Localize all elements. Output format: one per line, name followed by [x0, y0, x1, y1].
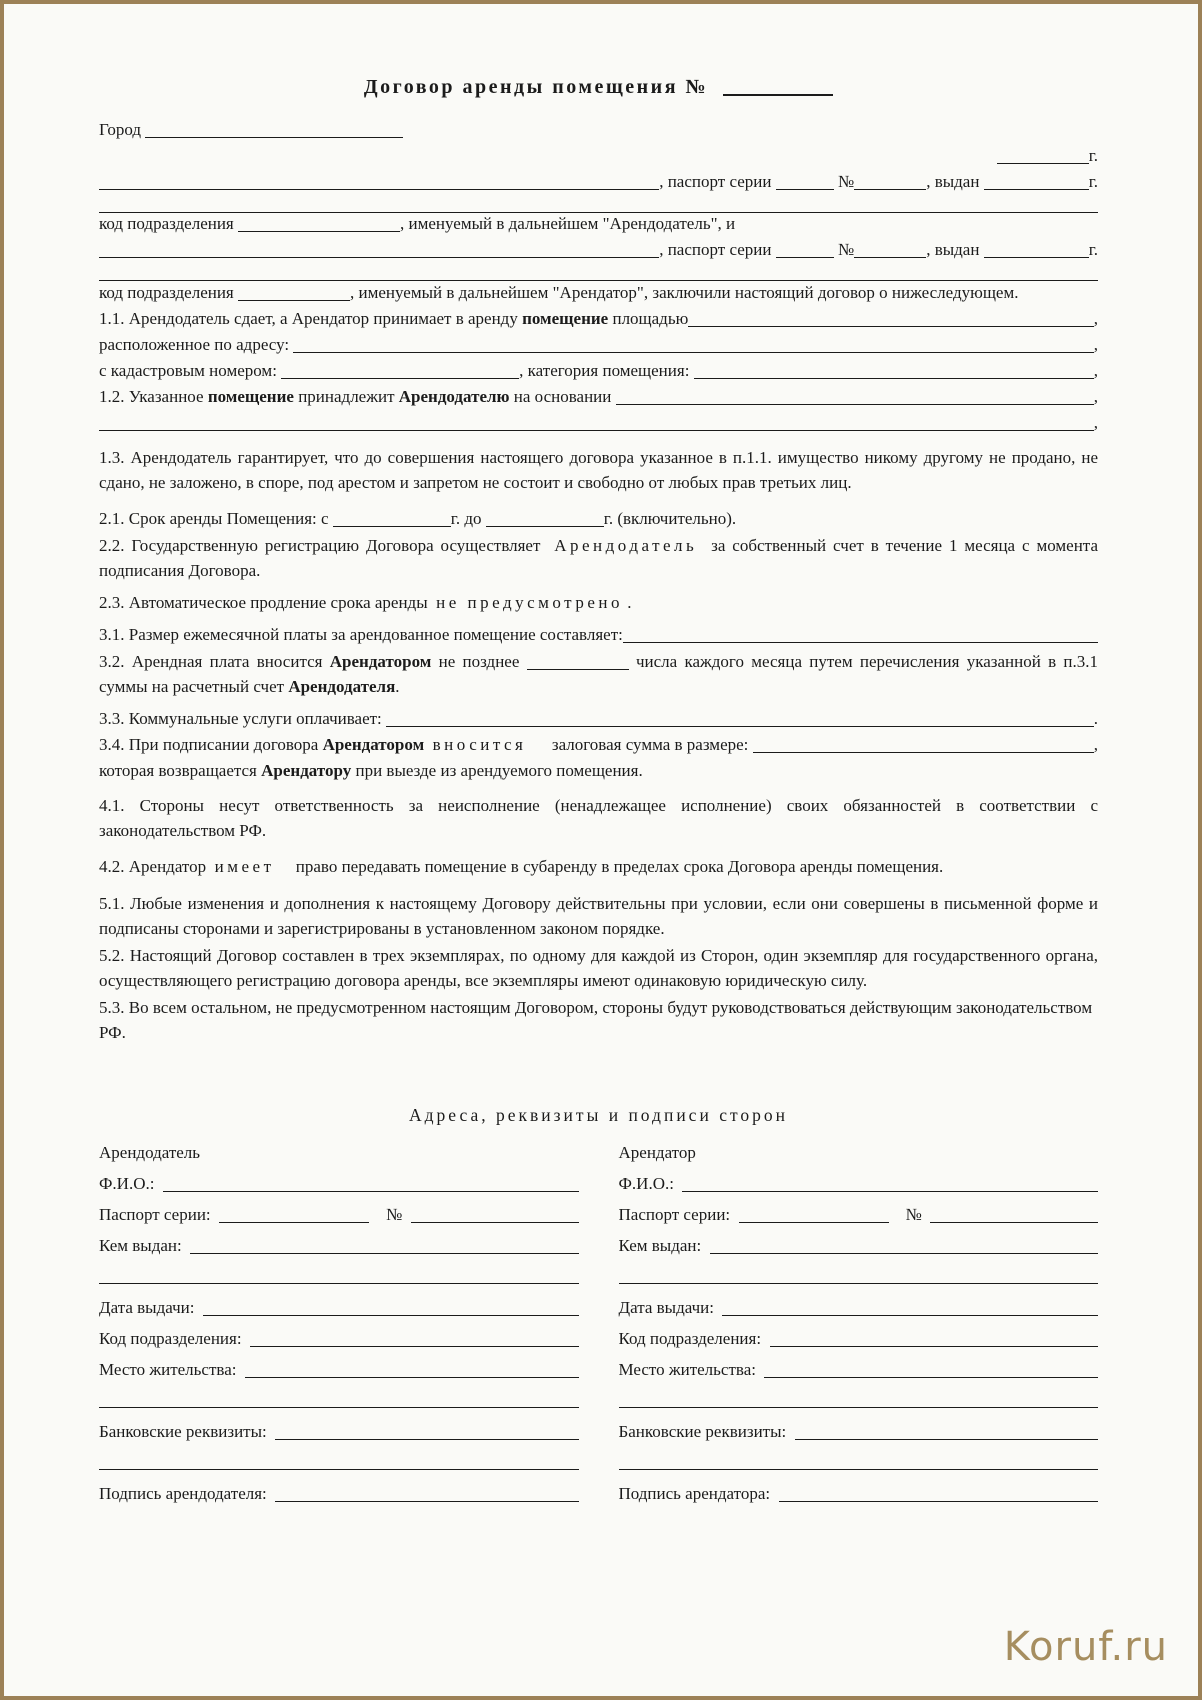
blank-field [753, 739, 1094, 753]
signature-row [99, 1298, 579, 1329]
blank-field [411, 1209, 579, 1223]
signature-row [619, 1267, 1099, 1298]
paragraph [99, 995, 1098, 1045]
text-segment: при выезде из арендуемого помещения. [351, 761, 643, 780]
text-segment: 3.1. Размер ежемесячной платы за арендованное помещение составляет: [99, 625, 623, 644]
blank-field [682, 1178, 1098, 1192]
signature-row [619, 1205, 1099, 1236]
text-segment: Подпись арендодателя: [99, 1484, 276, 1503]
text-segment: г. (включительно). [603, 509, 737, 528]
text-segment: Паспорт серии: [618, 1205, 739, 1224]
signature-row [619, 1484, 1099, 1515]
signature-row [99, 1453, 579, 1484]
text-segment: помещение [522, 309, 609, 328]
text-segment: помещение [207, 387, 294, 406]
blank-field [219, 1209, 369, 1223]
blank-field [163, 1178, 579, 1192]
text-segment: № [833, 240, 855, 259]
text-segment: Арендодателю [398, 387, 510, 406]
paragraph [99, 445, 1103, 495]
spacer [99, 881, 1098, 889]
spacer [99, 701, 1098, 705]
paragraph [99, 707, 1098, 731]
blank-field [99, 176, 659, 190]
text-segment: № [888, 1205, 931, 1224]
text-segment: 4.1. Стороны несут ответственность за неисполнение (ненадлежащее исполнение) своих обязанностей в соответствии с законодательством РФ. [99, 796, 1103, 840]
blank-field [616, 391, 1094, 405]
signature-column-tenant [619, 1143, 1099, 1515]
text-segment: , именуемый в дальнейшем "Арендодатель", и [400, 214, 736, 233]
text-segment: Ф.И.О.: [99, 1174, 163, 1193]
blank-field [619, 1394, 1099, 1408]
signature-row [619, 1360, 1099, 1391]
text-segment: , выдан [926, 172, 984, 191]
signature-columns [99, 1143, 1098, 1515]
paragraph [99, 307, 1098, 331]
blank-field [764, 1364, 1098, 1378]
text-segment: 1.1. Арендодатель сдает, а Арендатор принимает в аренду [99, 309, 523, 328]
text-segment: расположенное по адресу: [99, 335, 294, 354]
paragraph [99, 170, 1098, 194]
signature-row [619, 1422, 1099, 1453]
blank-field [99, 267, 1098, 281]
paragraph [99, 238, 1098, 262]
blank-field [688, 313, 1093, 327]
text-segment: , паспорт серии [659, 240, 776, 259]
section-header [99, 1103, 1098, 1127]
signature-row [99, 1422, 579, 1453]
blank-field [99, 417, 1094, 431]
text-segment: за собственный счет в течение 1 месяца с момента подписания Договора. [99, 536, 1103, 580]
signature-row [99, 1174, 579, 1205]
paragraph [99, 144, 1098, 168]
signature-row [99, 1205, 579, 1236]
text-segment: Кем выдан: [99, 1236, 191, 1255]
blank-field [623, 629, 1098, 643]
text-segment: 5.3. Во всем остальном, не предусмотренном настоящим Договором, стороны будут руководствоваться действующим законодательством РФ. [99, 998, 1097, 1042]
paragraph [99, 196, 1098, 210]
text-segment: Ф.И.О.: [618, 1174, 683, 1193]
signature-row [619, 1391, 1099, 1422]
text-segment: . [622, 593, 632, 612]
spacer [99, 845, 1098, 853]
text-segment: с кадастровым номером: [99, 361, 282, 380]
text-segment: Кем выдан: [618, 1236, 710, 1255]
spacer [99, 1047, 1098, 1103]
signature-column-landlord [99, 1143, 579, 1515]
paragraph [99, 649, 1103, 699]
blank-field [694, 365, 1094, 379]
blank-field [723, 81, 833, 96]
paragraph [99, 280, 1098, 305]
text-segment: имеет [214, 857, 275, 876]
text-segment: . [1093, 709, 1098, 728]
text-segment: г. [1088, 172, 1098, 191]
text-segment: 5.1. Любые изменения и дополнения к настоящему Договору действительны при условии, если они совершены в письменной форме и подписаны сторонами и зарегистрированы в установленном законом порядке. [99, 894, 1103, 938]
paragraph [99, 333, 1098, 357]
document-title [99, 74, 1098, 100]
text-segment: вносится [432, 735, 527, 754]
text-segment: не позднее [431, 652, 527, 671]
text-segment: 3.4. При подписании договора [99, 735, 323, 754]
paragraph [99, 507, 1098, 531]
text-segment: которая возвращается [99, 761, 262, 780]
signature-row [619, 1453, 1099, 1484]
blank-field [710, 1240, 1098, 1254]
text-segment: , категория помещения: [519, 361, 694, 380]
text-segment: , выдан [926, 240, 984, 259]
paragraph [99, 891, 1103, 941]
text-segment: 4.2. Арендатор [99, 857, 215, 876]
signature-row [99, 1267, 579, 1298]
text-segment: принадлежит [293, 387, 399, 406]
blank-field [386, 713, 1094, 727]
text-segment: 1.3. Арендодатель гарантирует, что до совершения настоящего договора указанное в п.1.1. имущество никому другому не продано, не сдано, не заложено, в споре, под арестом и запретом не состоит и свободно от любых прав третьих лиц. [99, 448, 1103, 492]
text-segment: Арендатор [618, 1143, 696, 1162]
blank-field [779, 1488, 1098, 1502]
text-segment: , [1093, 335, 1098, 354]
text-segment: залоговая сумма в размере: [526, 735, 753, 754]
text-segment: Арендодателя [288, 677, 396, 696]
text-segment: г. до [450, 509, 486, 528]
text-segment: , [1093, 413, 1098, 432]
blank-field [238, 218, 400, 232]
text-segment: , [1093, 361, 1098, 380]
signature-row [99, 1143, 579, 1174]
blank-field [275, 1426, 578, 1440]
text-segment [424, 733, 433, 757]
text-segment: Город [99, 120, 146, 139]
blank-field [984, 176, 1089, 190]
blank-field [795, 1426, 1098, 1440]
paragraph [99, 623, 1098, 647]
text-segment: Арендатором [329, 652, 432, 671]
blank-field [99, 199, 1098, 213]
text-segment: 2.3. Автоматическое продление срока аренды [99, 593, 437, 612]
paragraph [99, 359, 1098, 383]
paragraph [99, 118, 1098, 142]
text-segment: № [833, 172, 855, 191]
text-segment: Код подразделения: [99, 1329, 251, 1348]
blank-field [527, 656, 629, 670]
blank-field [293, 339, 1093, 353]
blank-field [770, 1333, 1098, 1347]
blank-field [722, 1302, 1098, 1316]
blank-field [930, 1209, 1098, 1223]
paragraph [99, 533, 1103, 583]
text-segment: , [1093, 735, 1098, 754]
blank-field [99, 1456, 579, 1470]
text-segment: 1.2. Указанное [99, 387, 208, 406]
signature-row [619, 1329, 1099, 1360]
paragraph [99, 591, 1098, 615]
blank-field [739, 1209, 889, 1223]
blank-field [486, 513, 604, 527]
blank-field [245, 1364, 579, 1378]
text-segment: Арендодатель [554, 536, 698, 555]
blank-field [854, 244, 926, 258]
blank-field [250, 1333, 578, 1347]
paragraph [99, 733, 1098, 757]
blank-field [619, 1456, 1099, 1470]
text-segment: г. [1088, 146, 1098, 165]
text-segment: Банковские реквизиты: [618, 1422, 795, 1441]
text-segment: не предусмотрено [436, 593, 623, 612]
watermark: Koruf.ru [1003, 1624, 1168, 1670]
blank-field [99, 1394, 579, 1408]
blank-field [99, 244, 659, 258]
blank-field [275, 1488, 578, 1502]
text-segment: Дата выдачи: [99, 1298, 203, 1317]
text-segment: Код подразделения: [618, 1329, 770, 1348]
text-segment: г. [1088, 240, 1098, 259]
blank-field [984, 244, 1089, 258]
blank-field [776, 244, 834, 258]
blank-field [99, 1270, 579, 1284]
signature-row [99, 1236, 579, 1267]
paragraph [99, 385, 1098, 409]
text-segment: 5.2. Настоящий Договор составлен в трех экземплярах, по одному для каждой из Сторон, один экземпляр для государственного органа, осуществляющего регистрацию договора аренды, все экземпляры имеют одинаковую юридическую силу. [99, 946, 1103, 990]
signature-row [619, 1174, 1099, 1205]
text-segment: . [395, 677, 400, 696]
blank-field [619, 1270, 1099, 1284]
text-segment: Дата выдачи: [618, 1298, 723, 1317]
text-segment: право передавать помещение в субаренду в пределах срока Договора аренды помещения. [274, 857, 944, 876]
signature-row [99, 1360, 579, 1391]
blank-field [190, 1240, 578, 1254]
text-segment: Договор аренды помещения № [363, 76, 724, 98]
signature-row [99, 1391, 579, 1422]
text-segment: Адреса, реквизиты и подписи сторон [409, 1105, 788, 1125]
signature-row [619, 1143, 1099, 1174]
text-segment: Арендатору [261, 761, 352, 780]
blank-field [997, 150, 1089, 164]
blank-field [145, 124, 403, 138]
blank-field [238, 287, 350, 301]
text-segment: код подразделения [99, 283, 239, 302]
text-segment: Место жительства: [99, 1360, 245, 1379]
blank-field [281, 365, 519, 379]
signature-row [619, 1236, 1099, 1267]
text-segment: , паспорт серии [659, 172, 776, 191]
text-segment: Арендатором [322, 735, 425, 754]
spacer [99, 437, 1098, 443]
text-segment: Паспорт серии: [99, 1205, 220, 1224]
text-segment: код подразделения [99, 214, 239, 233]
text-segment: , [1093, 387, 1098, 406]
blank-field [203, 1302, 579, 1316]
text-segment: площадью [608, 309, 689, 328]
text-segment: 2.2. Государственную регистрацию Договора осуществляет [99, 536, 555, 555]
text-segment: , [1093, 309, 1098, 328]
text-segment: Место жительства: [618, 1360, 765, 1379]
paragraph [99, 212, 1098, 236]
text-segment: № [369, 1205, 411, 1224]
text-segment: , именуемый в дальнейшем "Арендатор", заключили настоящий договор о нижеследующем. [350, 283, 1019, 302]
document-body [99, 74, 1103, 1515]
paragraph [99, 411, 1098, 435]
spacer [99, 617, 1098, 621]
spacer [99, 785, 1098, 791]
text-segment: на основании [509, 387, 616, 406]
text-segment: Подпись арендатора: [618, 1484, 779, 1503]
text-segment: числа каждого месяца путем перечисления указанной в п.3.1 суммы на расчетный счет [99, 652, 1103, 696]
text-segment: 3.3. Коммунальные услуги оплачивает: [99, 709, 387, 728]
paragraph [99, 855, 1098, 879]
signature-row [99, 1329, 579, 1360]
spacer [99, 585, 1098, 589]
blank-field [776, 176, 834, 190]
paragraph [99, 793, 1103, 843]
blank-field [854, 176, 926, 190]
text-segment: 3.2. Арендная плата вносится [99, 652, 330, 671]
paragraph [99, 759, 1098, 783]
spacer [99, 497, 1098, 505]
text-segment: Банковские реквизиты: [99, 1422, 276, 1441]
paragraph [99, 264, 1098, 278]
paragraph [99, 943, 1103, 993]
signature-row [619, 1298, 1099, 1329]
blank-field [333, 513, 451, 527]
signature-row [99, 1484, 579, 1515]
text-segment: 2.1. Срок аренды Помещения: с [99, 509, 333, 528]
text-segment: Арендодатель [99, 1143, 201, 1162]
